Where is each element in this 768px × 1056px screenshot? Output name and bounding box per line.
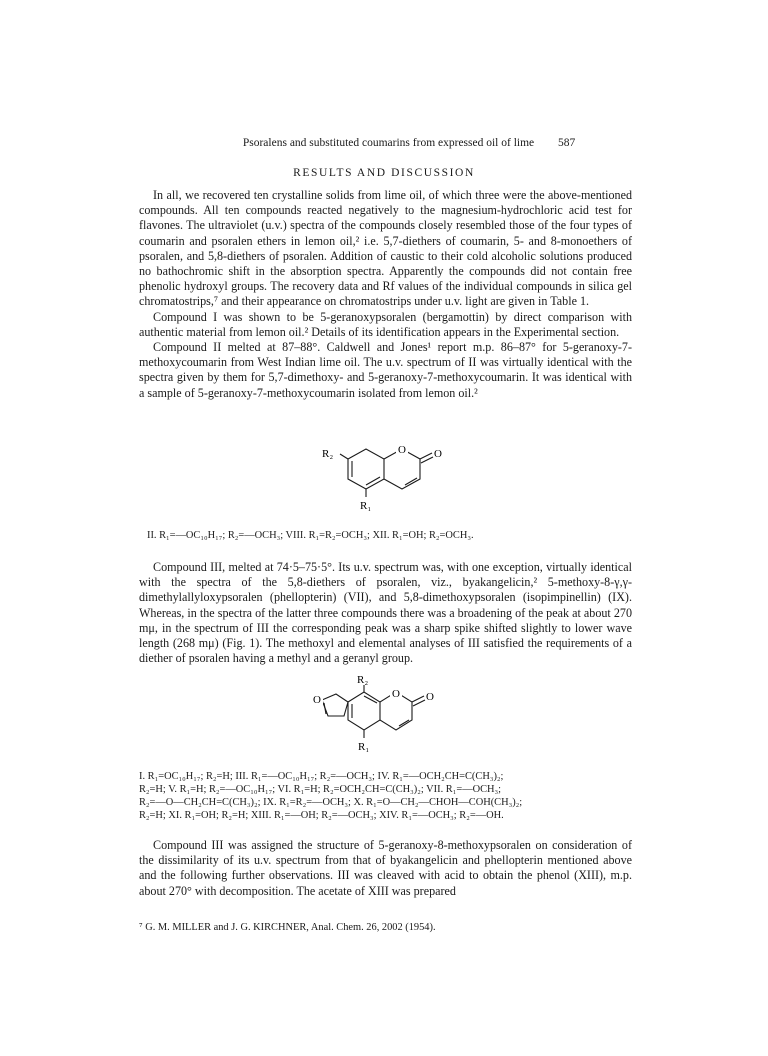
text-block-lower	[139, 838, 632, 899]
footnote: ⁷ G. M. MILLER and J. G. KIRCHNER, Anal. Chem. 26, 2002 (1954).	[139, 922, 436, 933]
paragraph-1: In all, we recovered ten crystalline solids from lime oil, of which three were the above-mentioned compounds. All ten compounds reacted negatively to the magnesium-hydrochloric acid test for flavones. The ultraviolet (u.v.) spectra of the compounds closely resembled those of the four types of coumarin and psoralen ethers in lemon oil,² i.e. 5,7-diethers of coumarin, 5- and 8-monoethers of psoralen, and 5,8-diethers of psoralen. Addition of caustic to their cold alcoholic solutions produced no bathochromic shift in the absorption spectra. Apparently the compounds did not contain free phenolic hydroxyl groups. The recovery data and Rf values of the individual compounds in silica gel chromatostrips,⁷ and their appearance on chromatostrips under u.v. light are given in Table 1.	[139, 188, 632, 309]
paragraph-2: Compound I was shown to be 5-geranoxypsoralen (bergamottin) by direct comparison with authentic material from lemon oil.² Details of its identification appears in the Experimental section.	[139, 309, 632, 339]
running-title: Psoralens and substituted coumarins from expressed oil of lime	[242, 137, 535, 149]
r1-label: R₁	[358, 741, 370, 753]
structure-1-caption: II. R₁=—OC₁₀H₁₇; R₂=—OCH₃; VIII. R₁=R₂=OCH₃; XII. R₁=OH; R₂=OCH₃.	[147, 530, 474, 541]
text-block-middle	[139, 560, 632, 666]
structure-2-caption-line-2: R₂=H; V. R₁=H; R₂=—OC₁₀H₁₇; VI. R₁=H; R₂=OCH₂CH=C(CH₃)₂; VII. R₁=—OCH₃;	[139, 784, 502, 795]
structure-2-caption-line-1: I. R₁=OC₁₀H₁₇; R₂=H; III. R₁=—OC₁₀H₁₇; R₂=—OCH₃; IV. R₁=—OCH₂CH=C(CH₃)₂;	[139, 771, 504, 782]
psoralen-structure	[300, 676, 470, 766]
structure-2-caption-line-3: R₂=—O—CH₂CH=C(CH₃)₂; IX. R₁=R₂=—OCH₃; X. R₁=O—CH₂—CHOH—COH(CH₃)₂;	[139, 797, 523, 808]
coumarin-structure	[300, 445, 470, 525]
r2-label: R₂	[322, 448, 334, 460]
benzene-ring	[348, 692, 380, 730]
carbonyl-oxygen-label: O	[426, 691, 434, 703]
r2-label: R₂	[357, 676, 369, 686]
furan-oxygen-label: O	[313, 694, 321, 706]
ring-oxygen-label: O	[392, 688, 400, 700]
paragraph-5: Compound III was assigned the structure of 5-geranoxy-8-methoxypsoralen on consideration of the dissimilarity of its u.v. spectrum from that of byakangelicin and phellopterin mentioned above and the following further observations. III was cleaved with acid to obtain the phenol (XIII), m.p. about 270° with decomposition. The acetate of XIII was prepared	[139, 838, 632, 898]
benzene-ring	[348, 449, 384, 489]
paragraph-3: Compound II melted at 87–88°. Caldwell and Jones¹ report m.p. 86–87° for 5-geranoxy-7-methoxycoumarin from West Indian lime oil. The u.v. spectrum of II was virtually identical with the spectra given by them for 5,7-dimethoxy- and 5-geranoxy-7-methoxycoumarin. It was identical with a sample of 5-geranoxy-7-methoxycoumarin isolated from lemon oil.²	[139, 340, 632, 400]
r2-bond	[340, 454, 348, 459]
inner-bond	[366, 477, 380, 485]
text-block-upper	[139, 188, 632, 401]
r1-label: R₁	[360, 500, 372, 512]
carbonyl-oxygen-label: O	[434, 448, 442, 460]
paragraph-4: Compound III, melted at 74·5–75·5°. Its u.v. spectrum was, with one exception, virtually identical with the spectra of the 5,8-diethers of psoralen, viz., byakangelicin,² 5-methoxy-8-γ,γ-dimethylallyloxypsoralen (phellopterin) (VII), and 5,8-dimethoxypsoralen (isopimpinellin) (IX). Whereas, in the spectra of the latter three compounds there was a broadening of the peak at about 270 mμ, in the spectrum of III the corresponding peak was a sharp spike shifted slightly to lower wave length (268 mμ) (Fig. 1). The methoxyl and elemental analyses of III satisfied the requirements of a diether of psoralen having a methyl and a geranyl group.	[139, 560, 632, 666]
page-number: 587	[558, 137, 576, 149]
structure-2-caption-line-4: R₂=H; XI. R₁=OH; R₂=H; XIII. R₁=—OH; R₂=—OCH₃; XIV. R₁=—OCH₃; R₂=—OH.	[139, 810, 504, 821]
section-heading: RESULTS AND DISCUSSION	[293, 167, 475, 179]
ring-oxygen-label: O	[398, 445, 406, 456]
